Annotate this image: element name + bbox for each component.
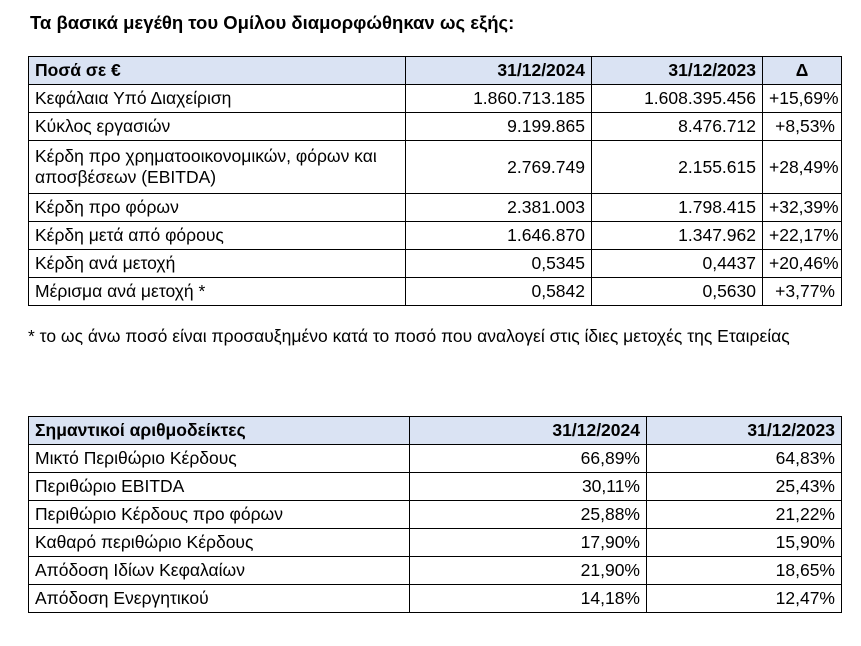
footnote: * το ως άνω ποσό είναι προσαυξημένο κατά το ποσό που αναλογεί στις ίδιες μετοχές της Εταιρείας: [28, 326, 790, 346]
table-row: [29, 501, 842, 529]
table-row: [29, 473, 842, 501]
row-label: Απόδοση Ιδίων Κεφαλαίων: [29, 557, 410, 585]
value-2023: 18,65%: [647, 557, 842, 585]
value-delta: +15,69%: [763, 85, 842, 113]
row-label: Περιθώριο EBITDA: [29, 473, 410, 501]
table-row: [29, 250, 842, 278]
row-label: Κέρδη προ φόρων: [29, 194, 406, 222]
column-header-2024: 31/12/2024: [406, 57, 592, 85]
column-header-ratio: Σημαντικοί αριθμοδείκτες: [29, 417, 410, 445]
value-delta: +22,17%: [763, 222, 842, 250]
value-2024: 1.646.870: [406, 222, 592, 250]
table-row: [29, 585, 842, 613]
row-label: Κέρδη μετά από φόρους: [29, 222, 406, 250]
column-header-2023: 31/12/2023: [647, 417, 842, 445]
value-2023: 1.347.962: [592, 222, 763, 250]
value-delta: +32,39%: [763, 194, 842, 222]
value-2023: 21,22%: [647, 501, 842, 529]
value-2024: 0,5345: [406, 250, 592, 278]
value-2023: 2.155.615: [592, 141, 763, 194]
value-2024: 17,90%: [410, 529, 647, 557]
column-header-2023: 31/12/2023: [592, 57, 763, 85]
row-label: Απόδοση Ενεργητικού: [29, 585, 410, 613]
key-ratios-table: [28, 416, 842, 613]
value-2023: 25,43%: [647, 473, 842, 501]
value-2024: 2.769.749: [406, 141, 592, 194]
column-header-delta: Δ: [763, 57, 842, 85]
table-row: [29, 557, 842, 585]
row-label: Κύκλος εργασιών: [29, 113, 406, 141]
column-header-2024: 31/12/2024: [410, 417, 647, 445]
value-delta: +20,46%: [763, 250, 842, 278]
row-label: Μικτό Περιθώριο Κέρδους: [29, 445, 410, 473]
row-label: Περιθώριο Κέρδους προ φόρων: [29, 501, 410, 529]
value-2023: 1.608.395.456: [592, 85, 763, 113]
value-2023: 1.798.415: [592, 194, 763, 222]
value-2023: 0,5630: [592, 278, 763, 306]
value-delta: +3,77%: [763, 278, 842, 306]
row-label: Κέρδη ανά μετοχή: [29, 250, 406, 278]
section-heading: Τα βασικά μεγέθη του Ομίλου διαμορφώθηκαν ως εξής:: [30, 12, 515, 33]
value-2024: 30,11%: [410, 473, 647, 501]
value-2023: 8.476.712: [592, 113, 763, 141]
column-header-item: Ποσά σε €: [29, 57, 406, 85]
key-figures-table: [28, 56, 842, 306]
table-header-row: [29, 417, 842, 445]
table-row: [29, 529, 842, 557]
table-row: [29, 194, 842, 222]
row-label: Καθαρό περιθώριο Κέρδους: [29, 529, 410, 557]
value-2023: 15,90%: [647, 529, 842, 557]
table-row: [29, 85, 842, 113]
value-2023: 12,47%: [647, 585, 842, 613]
row-label: Κεφάλαια Υπό Διαχείριση: [29, 85, 406, 113]
value-2024: 66,89%: [410, 445, 647, 473]
value-2024: 14,18%: [410, 585, 647, 613]
table-row: [29, 113, 842, 141]
value-2024: 2.381.003: [406, 194, 592, 222]
value-2024: 25,88%: [410, 501, 647, 529]
value-2023: 0,4437: [592, 250, 763, 278]
value-2024: 0,5842: [406, 278, 592, 306]
value-delta: +28,49%: [763, 141, 842, 194]
table-row: [29, 278, 842, 306]
table-row: [29, 445, 842, 473]
table-row: [29, 222, 842, 250]
table-header-row: [29, 57, 842, 85]
value-2023: 64,83%: [647, 445, 842, 473]
value-2024: 21,90%: [410, 557, 647, 585]
value-2024: 9.199.865: [406, 113, 592, 141]
row-label: Κέρδη προ χρηματοοικονομικών, φόρων και αποσβέσεων (EBITDA): [29, 141, 406, 194]
table-row: [29, 141, 842, 194]
value-delta: +8,53%: [763, 113, 842, 141]
value-2024: 1.860.713.185: [406, 85, 592, 113]
row-label: Μέρισμα ανά μετοχή *: [29, 278, 406, 306]
